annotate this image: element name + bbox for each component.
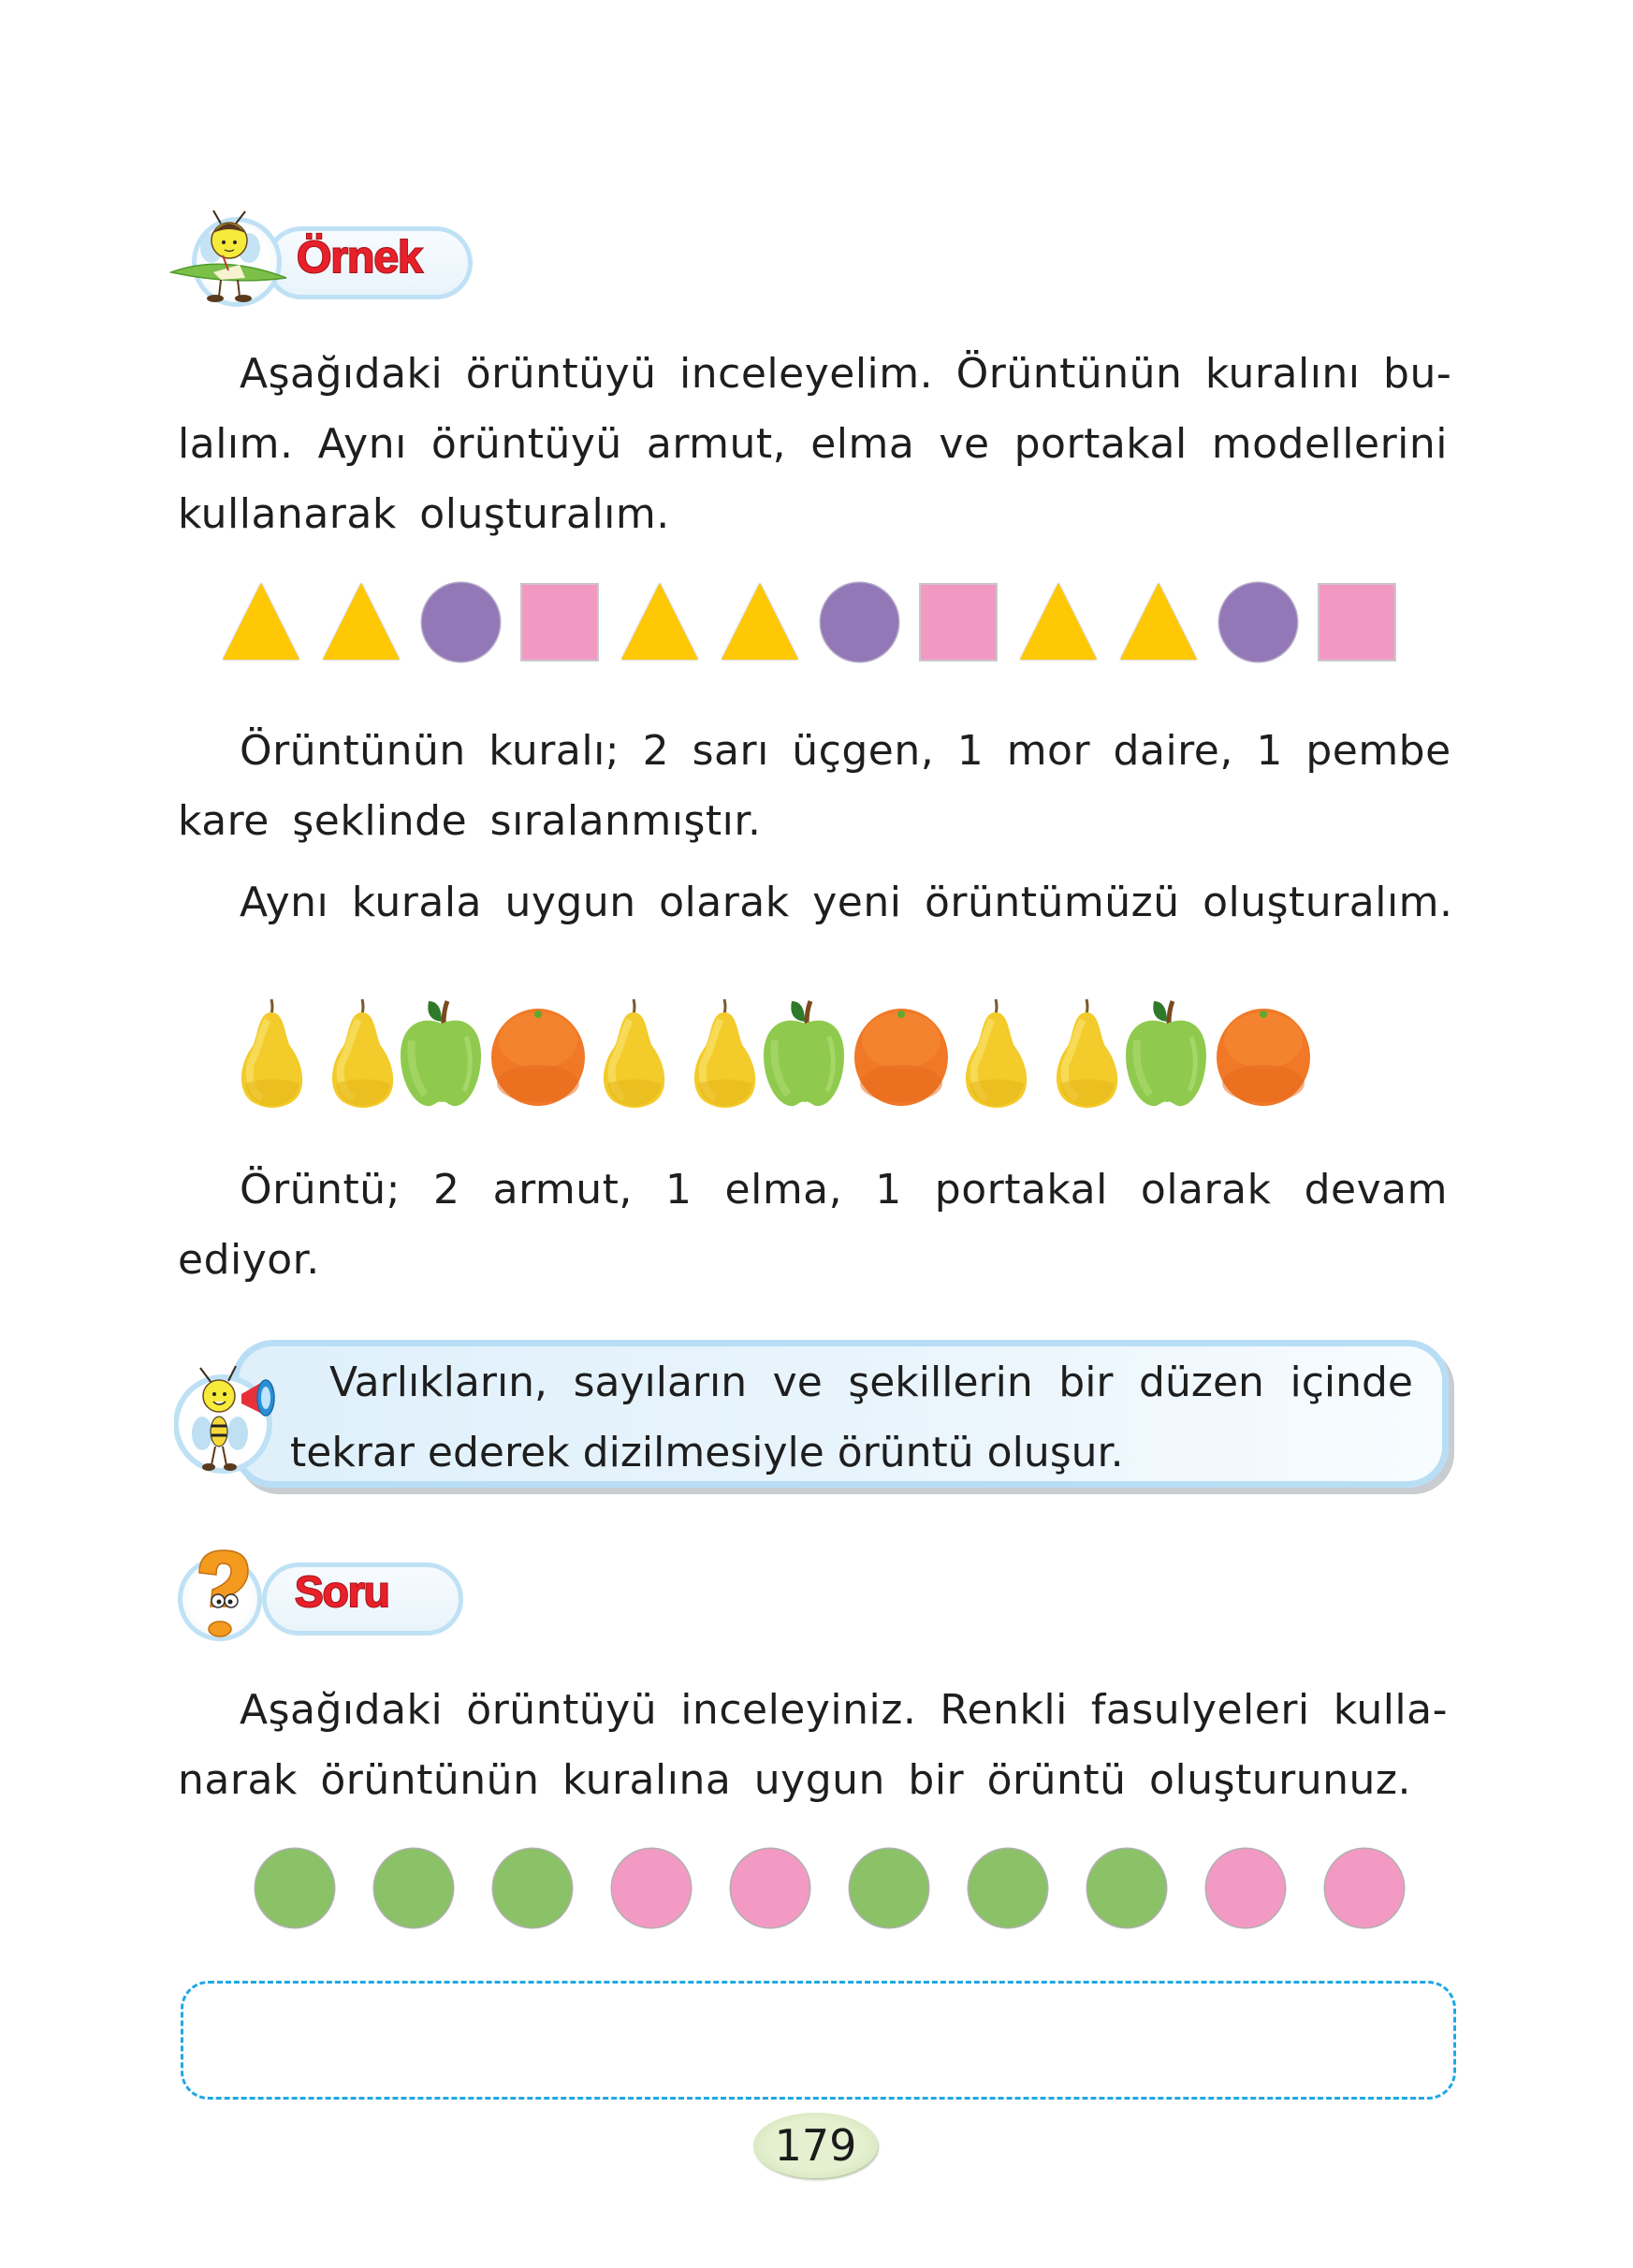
pink-square-shape: [921, 585, 996, 660]
text-line: ediyor.: [178, 1236, 320, 1284]
bee-writing-icon: [192, 217, 282, 307]
purple-circle-shape: [1219, 583, 1297, 662]
pink-bean-circle: [1325, 1849, 1404, 1927]
green-bean-circle: [374, 1849, 453, 1927]
question-badge: [178, 1553, 477, 1637]
pink-bean-circle: [612, 1849, 691, 1927]
text-line: Aşağıdaki örüntüyü inceleyelim. Örüntünün kuralını bu-: [240, 350, 1452, 398]
green-bean-circle: [1087, 1849, 1166, 1927]
text-line: Aynı kurala uygun olarak yeni örüntümüzü oluşturalım.: [240, 879, 1453, 926]
yellow-triangle-shape: [621, 583, 698, 660]
example-intro-paragraph: [178, 339, 1452, 549]
purple-circle-shape: [422, 583, 500, 662]
green-bean-circle: [255, 1849, 334, 1927]
green-bean-circle: [493, 1849, 572, 1927]
yellow-triangle-shape: [223, 583, 299, 660]
question-mark-character-icon: [178, 1557, 262, 1641]
green-bean-circle: [969, 1849, 1047, 1927]
orange-icon: [1212, 994, 1315, 1111]
pink-bean-circle: [731, 1849, 809, 1927]
pink-bean-circle: [1206, 1849, 1285, 1927]
bee-megaphone-icon: [174, 1357, 284, 1478]
text-line: Aşağıdaki örüntüyü inceleyiniz. Renkli fasulyeleri kulla-: [240, 1686, 1448, 1734]
text-line: Varlıkların, sayıların ve şekillerin bir düzen içinde: [329, 1359, 1413, 1406]
orange-icon: [487, 994, 590, 1111]
question-prompt-paragraph: [178, 1675, 1448, 1815]
example-badge: [192, 217, 482, 301]
pink-square-shape: [1320, 585, 1394, 660]
pattern-rule-paragraph: [178, 716, 1451, 856]
pattern-conclusion-paragraph: [178, 1155, 1448, 1295]
pink-square-shape: [522, 585, 597, 660]
yellow-triangle-shape: [722, 583, 798, 660]
text-line: Örüntünün kuralı; 2 sarı üçgen, 1 mor daire, 1 pembe: [240, 727, 1451, 775]
apple-icon: [1118, 994, 1221, 1111]
example-badge-label: Örnek: [297, 233, 422, 283]
text-line: kullanarak oluşturalım.: [178, 490, 670, 538]
text-line: Örüntü; 2 armut, 1 elma, 1 portakal olarak devam: [240, 1166, 1448, 1214]
purple-circle-shape: [821, 583, 898, 662]
answer-box[interactable]: [181, 1981, 1456, 2100]
orange-icon: [850, 994, 953, 1111]
page-number: 179: [753, 2113, 878, 2178]
pear-icon: [225, 994, 328, 1111]
yellow-triangle-shape: [1020, 583, 1097, 660]
text-line: lalım. Aynı örüntüyü armut, elma ve portakal modellerini: [178, 420, 1448, 468]
fruit-pattern-row: [225, 994, 1413, 1111]
apple-icon: [756, 994, 859, 1111]
new-pattern-sentence: [178, 867, 1453, 938]
text-line: narak örüntünün kuralına uygun bir örüntü oluşturunuz.: [178, 1756, 1411, 1804]
question-badge-label: Soru: [295, 1567, 389, 1616]
yellow-triangle-shape: [1120, 583, 1197, 660]
text-line: kare şeklinde sıralanmıştır.: [178, 797, 762, 845]
pear-icon: [949, 994, 1052, 1111]
pear-icon: [587, 994, 690, 1111]
yellow-triangle-shape: [323, 583, 400, 660]
text-line: tekrar ederek dizilmesiyle örüntü oluşur.: [290, 1429, 1124, 1476]
apple-icon: [393, 994, 496, 1111]
green-bean-circle: [850, 1849, 928, 1927]
definition-text: [290, 1347, 1413, 1488]
